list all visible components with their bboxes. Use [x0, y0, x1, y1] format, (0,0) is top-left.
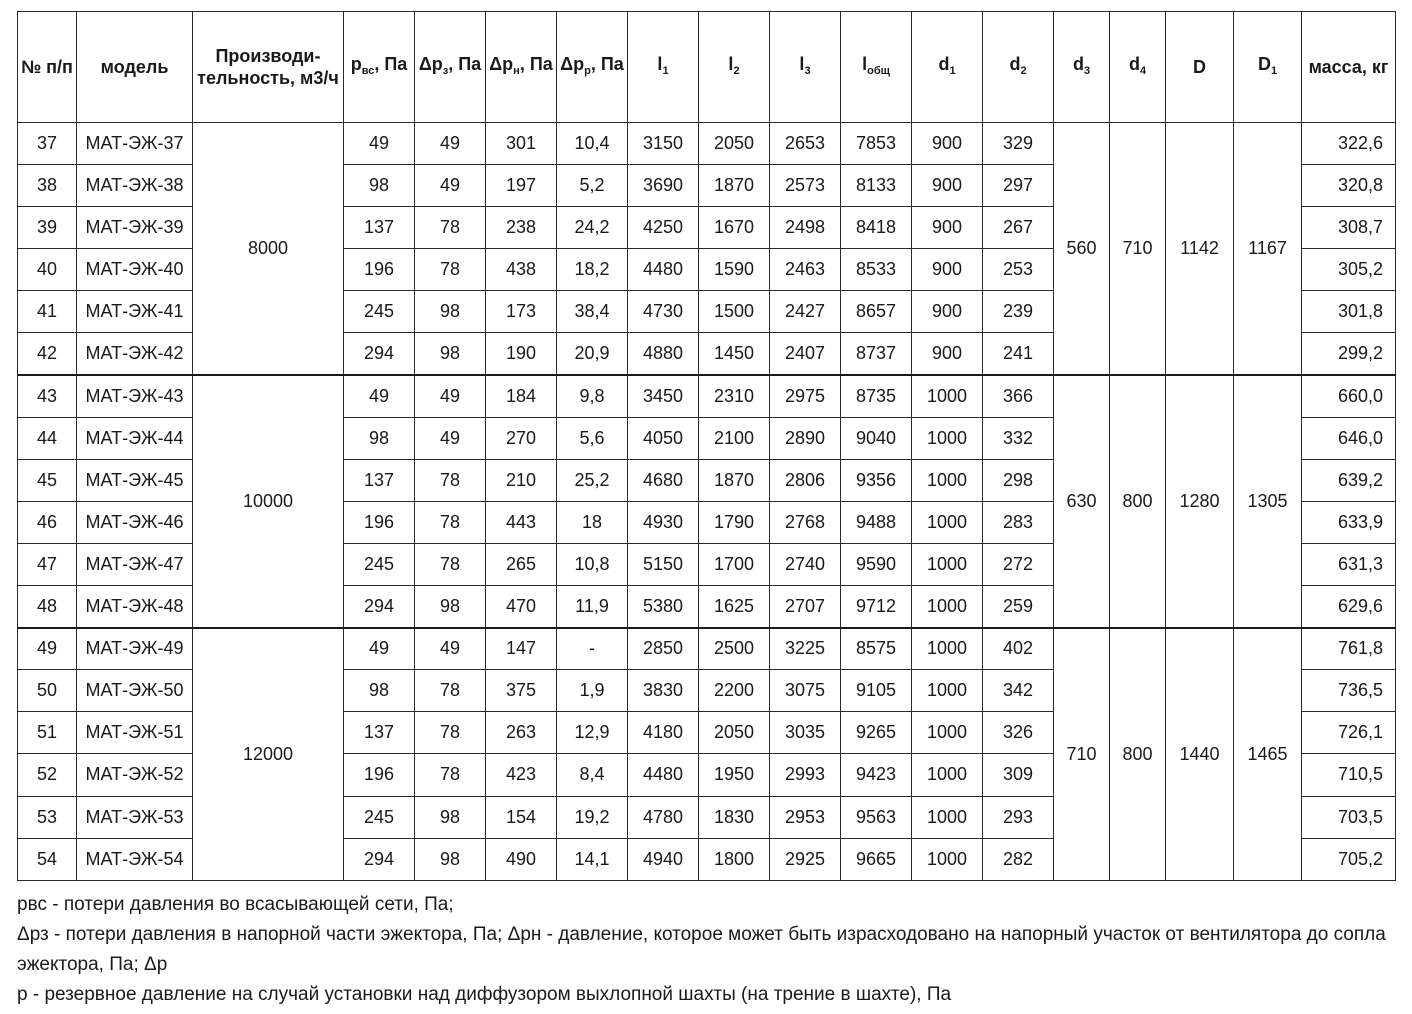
cell-l1: 3830 [628, 670, 699, 712]
cell-lt: 7853 [841, 123, 912, 165]
cell-l2: 1830 [699, 796, 770, 838]
cell-p: 49 [344, 628, 415, 670]
cell-l3: 2806 [770, 459, 841, 501]
cell-num: 38 [18, 165, 77, 207]
cell-mass: 710,5 [1302, 754, 1396, 796]
cell-l1: 4480 [628, 249, 699, 291]
cell-lt: 9423 [841, 754, 912, 796]
cell-lt: 9105 [841, 670, 912, 712]
cell-dpn: 184 [486, 375, 557, 417]
table-row [18, 375, 1396, 417]
cell-dpr: 5,2 [557, 165, 628, 207]
cell-d1: 1000 [912, 586, 983, 628]
cell-dpr: 8,4 [557, 754, 628, 796]
col-header-l2: $l_2$ [699, 12, 770, 123]
cell-dpn: 154 [486, 796, 557, 838]
cell-num: 44 [18, 417, 77, 459]
cell-mass: 301,8 [1302, 291, 1396, 333]
cell-d1: 900 [912, 207, 983, 249]
cell-p: 98 [344, 417, 415, 459]
cell-l1: 3150 [628, 123, 699, 165]
cell-mass: 320,8 [1302, 165, 1396, 207]
cell-p: 196 [344, 501, 415, 543]
cell-dpr: 1,9 [557, 670, 628, 712]
cell-lt: 8575 [841, 628, 912, 670]
cell-d1: 1000 [912, 459, 983, 501]
cell-l2: 1800 [699, 838, 770, 880]
cell-p: 137 [344, 207, 415, 249]
col-header-dp-z: $\Delta p_з$, Па [415, 12, 486, 123]
col-header-l-total: $l_{общ}$ [841, 12, 912, 123]
cell-d2: 366 [983, 375, 1054, 417]
cell-l1: 4730 [628, 291, 699, 333]
cell-d2: 272 [983, 543, 1054, 585]
cell-d2: 329 [983, 123, 1054, 165]
cell-p: 245 [344, 796, 415, 838]
cell-model: МАТ-ЭЖ-44 [77, 417, 193, 459]
cell-l3: 2768 [770, 501, 841, 543]
cell-model: МАТ-ЭЖ-48 [77, 586, 193, 628]
cell-mass: 631,3 [1302, 543, 1396, 585]
cell-dpz: 98 [415, 796, 486, 838]
cell-l1: 4880 [628, 333, 699, 375]
cell-l1: 4050 [628, 417, 699, 459]
cell-p: 98 [344, 670, 415, 712]
cell-l1: 4930 [628, 501, 699, 543]
table-row [18, 123, 1396, 165]
cell-p: 294 [344, 333, 415, 375]
cell-l3: 2740 [770, 543, 841, 585]
cell-dpn: 470 [486, 586, 557, 628]
cell-dpn: 147 [486, 628, 557, 670]
cell-d1: 1000 [912, 501, 983, 543]
cell-model: МАТ-ЭЖ-50 [77, 670, 193, 712]
footnote-line: Δрз - потери давления в напорной части эжектора, Па; Δрн - давление, которое может быть израсходовано на напорный участок от вентилятора до сопла эжектора, Па; Δр [17, 924, 1386, 975]
cell-l1: 5150 [628, 543, 699, 585]
cell-dpn: 375 [486, 670, 557, 712]
cell-lt: 8737 [841, 333, 912, 375]
cell-d2: 402 [983, 628, 1054, 670]
cell-dpz: 78 [415, 754, 486, 796]
col-header-d1: $d_1$ [912, 12, 983, 123]
cell-mass: 705,2 [1302, 838, 1396, 880]
cell-d2: 253 [983, 249, 1054, 291]
cell-d1: 900 [912, 291, 983, 333]
cell-d1: 1000 [912, 417, 983, 459]
footnotes [17, 890, 1397, 1010]
cell-dpr: 11,9 [557, 586, 628, 628]
cell-l3: 2975 [770, 375, 841, 417]
cell-d1: 1167 [1234, 123, 1302, 376]
cell-mass: 629,6 [1302, 586, 1396, 628]
cell-dpr: 38,4 [557, 291, 628, 333]
cell-num: 54 [18, 838, 77, 880]
cell-d1: 1000 [912, 754, 983, 796]
cell-l1: 4680 [628, 459, 699, 501]
cell-mass: 322,6 [1302, 123, 1396, 165]
cell-l3: 2573 [770, 165, 841, 207]
cell-model: МАТ-ЭЖ-52 [77, 754, 193, 796]
cell-l1: 5380 [628, 586, 699, 628]
cell-dpr: 10,4 [557, 123, 628, 165]
cell-model: МАТ-ЭЖ-37 [77, 123, 193, 165]
cell-l2: 2500 [699, 628, 770, 670]
cell-mass: 305,2 [1302, 249, 1396, 291]
cell-l3: 2707 [770, 586, 841, 628]
cell-mass: 308,7 [1302, 207, 1396, 249]
cell-dpr: 18 [557, 501, 628, 543]
col-header-l3: $l_3$ [770, 12, 841, 123]
cell-d4: 800 [1110, 375, 1166, 628]
cell-l2: 1870 [699, 165, 770, 207]
cell-d1: 1465 [1234, 628, 1302, 881]
cell-l1: 4480 [628, 754, 699, 796]
cell-num: 39 [18, 207, 77, 249]
cell-lt: 8418 [841, 207, 912, 249]
cell-num: 50 [18, 670, 77, 712]
cell-num: 53 [18, 796, 77, 838]
cell-dpz: 78 [415, 459, 486, 501]
cell-d1: 1000 [912, 838, 983, 880]
cell-dpn: 270 [486, 417, 557, 459]
cell-l3: 2653 [770, 123, 841, 165]
cell-lt: 8133 [841, 165, 912, 207]
cell-model: МАТ-ЭЖ-43 [77, 375, 193, 417]
cell-dpr: 14,1 [557, 838, 628, 880]
cell-l1: 4250 [628, 207, 699, 249]
cell-l1: 2850 [628, 628, 699, 670]
col-header-D1: $D_1$ [1234, 12, 1302, 123]
cell-num: 40 [18, 249, 77, 291]
cell-p: 196 [344, 249, 415, 291]
cell-lt: 8735 [841, 375, 912, 417]
cell-dpz: 49 [415, 417, 486, 459]
col-header-dp-n: $\Delta p_н$, Па [486, 12, 557, 123]
col-header-capacity: Производи-тельность, м3/ч [193, 12, 344, 123]
cell-dpz: 78 [415, 670, 486, 712]
cell-d1: 1305 [1234, 375, 1302, 628]
cell-l3: 2427 [770, 291, 841, 333]
cell-dpn: 238 [486, 207, 557, 249]
cell-d2: 241 [983, 333, 1054, 375]
cell-d: 1142 [1166, 123, 1234, 376]
cell-l3: 2953 [770, 796, 841, 838]
cell-capacity: 8000 [193, 123, 344, 376]
cell-dpz: 49 [415, 628, 486, 670]
cell-num: 43 [18, 375, 77, 417]
cell-dpz: 49 [415, 165, 486, 207]
cell-lt: 9265 [841, 712, 912, 754]
cell-d1: 900 [912, 165, 983, 207]
cell-num: 47 [18, 543, 77, 585]
cell-dpr: 18,2 [557, 249, 628, 291]
cell-d2: 259 [983, 586, 1054, 628]
cell-dpr: 5,6 [557, 417, 628, 459]
cell-l3: 2925 [770, 838, 841, 880]
cell-d3: 560 [1054, 123, 1110, 376]
cell-dpz: 98 [415, 291, 486, 333]
cell-mass: 660,0 [1302, 375, 1396, 417]
cell-model: МАТ-ЭЖ-46 [77, 501, 193, 543]
cell-dpr: - [557, 628, 628, 670]
cell-l2: 1590 [699, 249, 770, 291]
cell-dpz: 78 [415, 712, 486, 754]
cell-d1: 1000 [912, 628, 983, 670]
cell-lt: 8657 [841, 291, 912, 333]
cell-d2: 332 [983, 417, 1054, 459]
cell-num: 37 [18, 123, 77, 165]
specification-table [17, 11, 1396, 881]
cell-p: 294 [344, 586, 415, 628]
col-header-model: модель [77, 12, 193, 123]
cell-d2: 326 [983, 712, 1054, 754]
cell-dpn: 190 [486, 333, 557, 375]
header-row [18, 12, 1396, 123]
cell-num: 46 [18, 501, 77, 543]
col-header-p-vs: $p_{вс}$, Па [344, 12, 415, 123]
col-header-D: D [1166, 12, 1234, 123]
cell-l3: 3035 [770, 712, 841, 754]
cell-d2: 283 [983, 501, 1054, 543]
cell-capacity: 10000 [193, 375, 344, 628]
col-header-dp-r: $\Delta p_р$, Па [557, 12, 628, 123]
col-header-d2: $d_2$ [983, 12, 1054, 123]
cell-dpr: 12,9 [557, 712, 628, 754]
cell-mass: 703,5 [1302, 796, 1396, 838]
cell-p: 49 [344, 123, 415, 165]
cell-l2: 2050 [699, 123, 770, 165]
cell-dpr: 10,8 [557, 543, 628, 585]
cell-model: МАТ-ЭЖ-40 [77, 249, 193, 291]
cell-dpz: 49 [415, 123, 486, 165]
cell-model: МАТ-ЭЖ-51 [77, 712, 193, 754]
cell-mass: 736,5 [1302, 670, 1396, 712]
cell-l2: 1950 [699, 754, 770, 796]
cell-model: МАТ-ЭЖ-49 [77, 628, 193, 670]
cell-mass: 646,0 [1302, 417, 1396, 459]
cell-dpn: 423 [486, 754, 557, 796]
cell-l1: 4780 [628, 796, 699, 838]
cell-lt: 9665 [841, 838, 912, 880]
cell-dpn: 443 [486, 501, 557, 543]
cell-d2: 297 [983, 165, 1054, 207]
cell-capacity: 12000 [193, 628, 344, 881]
cell-l3: 2463 [770, 249, 841, 291]
cell-dpz: 98 [415, 333, 486, 375]
cell-dpn: 490 [486, 838, 557, 880]
cell-p: 245 [344, 543, 415, 585]
cell-d4: 800 [1110, 628, 1166, 881]
cell-l3: 2407 [770, 333, 841, 375]
cell-p: 98 [344, 165, 415, 207]
cell-dpr: 24,2 [557, 207, 628, 249]
cell-dpn: 173 [486, 291, 557, 333]
cell-l2: 2200 [699, 670, 770, 712]
cell-d2: 267 [983, 207, 1054, 249]
cell-dpr: 9,8 [557, 375, 628, 417]
cell-l2: 1870 [699, 459, 770, 501]
cell-d1: 900 [912, 123, 983, 165]
cell-model: МАТ-ЭЖ-38 [77, 165, 193, 207]
cell-l3: 3225 [770, 628, 841, 670]
col-header-d4: $d_4$ [1110, 12, 1166, 123]
cell-d1: 1000 [912, 543, 983, 585]
cell-lt: 9563 [841, 796, 912, 838]
cell-dpz: 98 [415, 586, 486, 628]
cell-model: МАТ-ЭЖ-42 [77, 333, 193, 375]
cell-lt: 9590 [841, 543, 912, 585]
cell-d1: 1000 [912, 670, 983, 712]
cell-model: МАТ-ЭЖ-47 [77, 543, 193, 585]
cell-l2: 1500 [699, 291, 770, 333]
cell-d2: 239 [983, 291, 1054, 333]
cell-num: 49 [18, 628, 77, 670]
cell-model: МАТ-ЭЖ-45 [77, 459, 193, 501]
cell-lt: 8533 [841, 249, 912, 291]
cell-l2: 2050 [699, 712, 770, 754]
cell-d3: 630 [1054, 375, 1110, 628]
cell-dpz: 49 [415, 375, 486, 417]
cell-l2: 2310 [699, 375, 770, 417]
cell-d2: 298 [983, 459, 1054, 501]
cell-l2: 1790 [699, 501, 770, 543]
cell-d1: 900 [912, 333, 983, 375]
cell-d2: 282 [983, 838, 1054, 880]
cell-l2: 1670 [699, 207, 770, 249]
cell-model: МАТ-ЭЖ-39 [77, 207, 193, 249]
cell-dpr: 20,9 [557, 333, 628, 375]
cell-num: 42 [18, 333, 77, 375]
table-row [18, 628, 1396, 670]
cell-dpz: 78 [415, 543, 486, 585]
cell-dpn: 265 [486, 543, 557, 585]
cell-d: 1280 [1166, 375, 1234, 628]
col-header-mass: масса, кг [1302, 12, 1396, 123]
col-header-num: № п/п [18, 12, 77, 123]
cell-d2: 293 [983, 796, 1054, 838]
cell-l2: 1450 [699, 333, 770, 375]
cell-p: 137 [344, 459, 415, 501]
cell-l2: 2100 [699, 417, 770, 459]
cell-lt: 9712 [841, 586, 912, 628]
cell-d1: 1000 [912, 375, 983, 417]
cell-p: 245 [344, 291, 415, 333]
cell-d: 1440 [1166, 628, 1234, 881]
cell-p: 294 [344, 838, 415, 880]
cell-d1: 1000 [912, 796, 983, 838]
cell-l1: 4180 [628, 712, 699, 754]
cell-d3: 710 [1054, 628, 1110, 881]
cell-dpn: 197 [486, 165, 557, 207]
cell-dpz: 78 [415, 207, 486, 249]
cell-model: МАТ-ЭЖ-41 [77, 291, 193, 333]
col-header-l1: $l_1$ [628, 12, 699, 123]
cell-dpz: 78 [415, 501, 486, 543]
cell-model: МАТ-ЭЖ-53 [77, 796, 193, 838]
cell-lt: 9356 [841, 459, 912, 501]
cell-d2: 309 [983, 754, 1054, 796]
cell-num: 48 [18, 586, 77, 628]
cell-l2: 1625 [699, 586, 770, 628]
cell-dpz: 78 [415, 249, 486, 291]
footnote-line: рвс - потери давления во всасывающей сети, Па; [17, 894, 454, 915]
cell-d4: 710 [1110, 123, 1166, 376]
cell-lt: 9040 [841, 417, 912, 459]
cell-dpz: 98 [415, 838, 486, 880]
cell-l3: 2993 [770, 754, 841, 796]
cell-num: 45 [18, 459, 77, 501]
footnote-line: р - резервное давление на случай установки над диффузором выхлопной шахты (на трение в шахте), Па [17, 984, 952, 1005]
cell-l1: 4940 [628, 838, 699, 880]
cell-d1: 900 [912, 249, 983, 291]
cell-l1: 3450 [628, 375, 699, 417]
cell-p: 49 [344, 375, 415, 417]
cell-dpn: 438 [486, 249, 557, 291]
table-body [18, 123, 1396, 881]
cell-dpn: 263 [486, 712, 557, 754]
cell-l2: 1700 [699, 543, 770, 585]
cell-dpr: 19,2 [557, 796, 628, 838]
cell-num: 51 [18, 712, 77, 754]
cell-dpn: 301 [486, 123, 557, 165]
cell-d1: 1000 [912, 712, 983, 754]
cell-l3: 3075 [770, 670, 841, 712]
cell-num: 52 [18, 754, 77, 796]
cell-lt: 9488 [841, 501, 912, 543]
cell-d2: 342 [983, 670, 1054, 712]
cell-p: 196 [344, 754, 415, 796]
cell-l3: 2890 [770, 417, 841, 459]
cell-dpr: 25,2 [557, 459, 628, 501]
cell-model: МАТ-ЭЖ-54 [77, 838, 193, 880]
cell-mass: 639,2 [1302, 459, 1396, 501]
cell-num: 41 [18, 291, 77, 333]
col-header-d3: $d_3$ [1054, 12, 1110, 123]
cell-mass: 299,2 [1302, 333, 1396, 375]
cell-l3: 2498 [770, 207, 841, 249]
cell-mass: 761,8 [1302, 628, 1396, 670]
cell-dpn: 210 [486, 459, 557, 501]
cell-l1: 3690 [628, 165, 699, 207]
cell-mass: 726,1 [1302, 712, 1396, 754]
cell-p: 137 [344, 712, 415, 754]
cell-mass: 633,9 [1302, 501, 1396, 543]
